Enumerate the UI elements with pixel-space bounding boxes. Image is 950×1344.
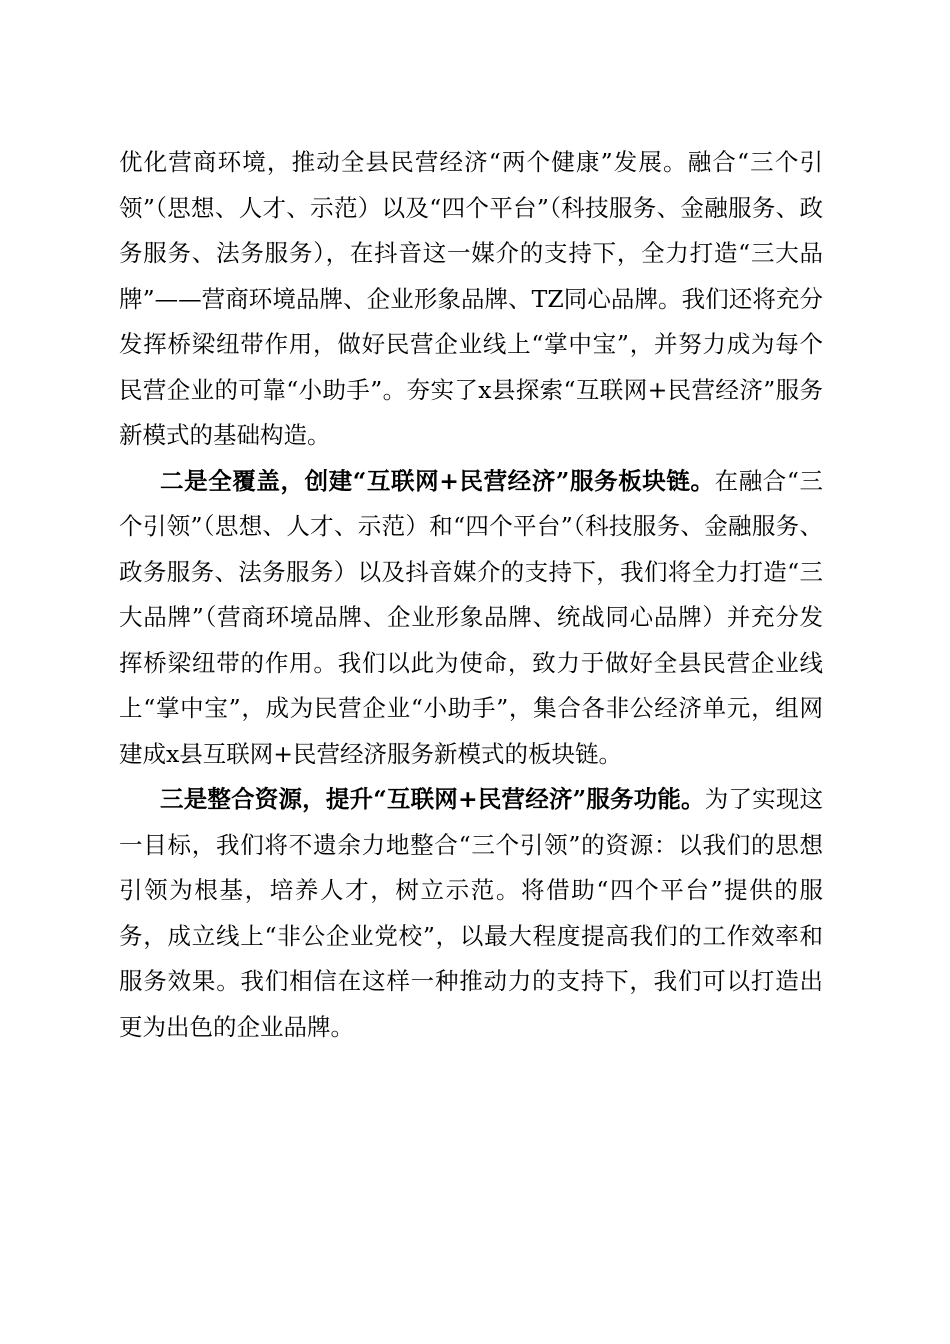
paragraph-3-lead: 三是整合资源，提升“互联网+民营经济”服务功能。 [160, 785, 705, 813]
paragraph-3-text: 为了实现这一目标，我们将不遗余力地整合“三个引领”的资源：以我们的思想引领为根基，培养人才，树立示范。将借助“四个平台”提供的服务，成立线上“非公企业党校”，以最大程度提高我们的工作效率和服务效果。我们相信在这样一种推动力的支持下，我们可以打造出更为出色的企业品牌。 [119, 785, 824, 1041]
paragraph-2 [119, 459, 823, 778]
paragraph-2-lead: 二是全覆盖，创建“互联网+民营经济”服务板块链。 [160, 466, 715, 495]
paragraph-1 [119, 140, 823, 459]
paragraph-2-text: 在融合“三个引领”（思想、人才、示范）和“四个平台”（科技服务、金融服务、政务服务、法务服务）以及抖音媒介的支持下，我们将全力打造“三大品牌”（营商环境品牌、企业形象品牌、统战同心品牌）并充分发挥桥梁纽带的作用。我们以此为使命，致力于做好全县民营企业线上“掌中宝”，成为民营企业“小助手”，集合各非公经济单元，组网建成x县互联网+民营经济服务新模式的板块链。 [119, 466, 824, 768]
paragraph-3 [119, 777, 823, 1050]
document-body [119, 140, 823, 1050]
paragraph-1-text: 优化营商环境，推动全县民营经济“两个健康”发展。融合“三个引领”（思想、人才、示范）以及“四个平台”（科技服务、金融服务、政务服务、法务服务），在抖音这一媒介的支持下，全力打造“三大品牌”——营商环境品牌、企业形象品牌、TZ同心品牌。我们还将充分发挥桥梁纽带作用，做好民营企业线上“掌中宝”，并努力成为每个民营企业的可靠“小助手”。夯实了x县探索“互联网+民营经济”服务新模式的基础构造。 [119, 148, 823, 449]
